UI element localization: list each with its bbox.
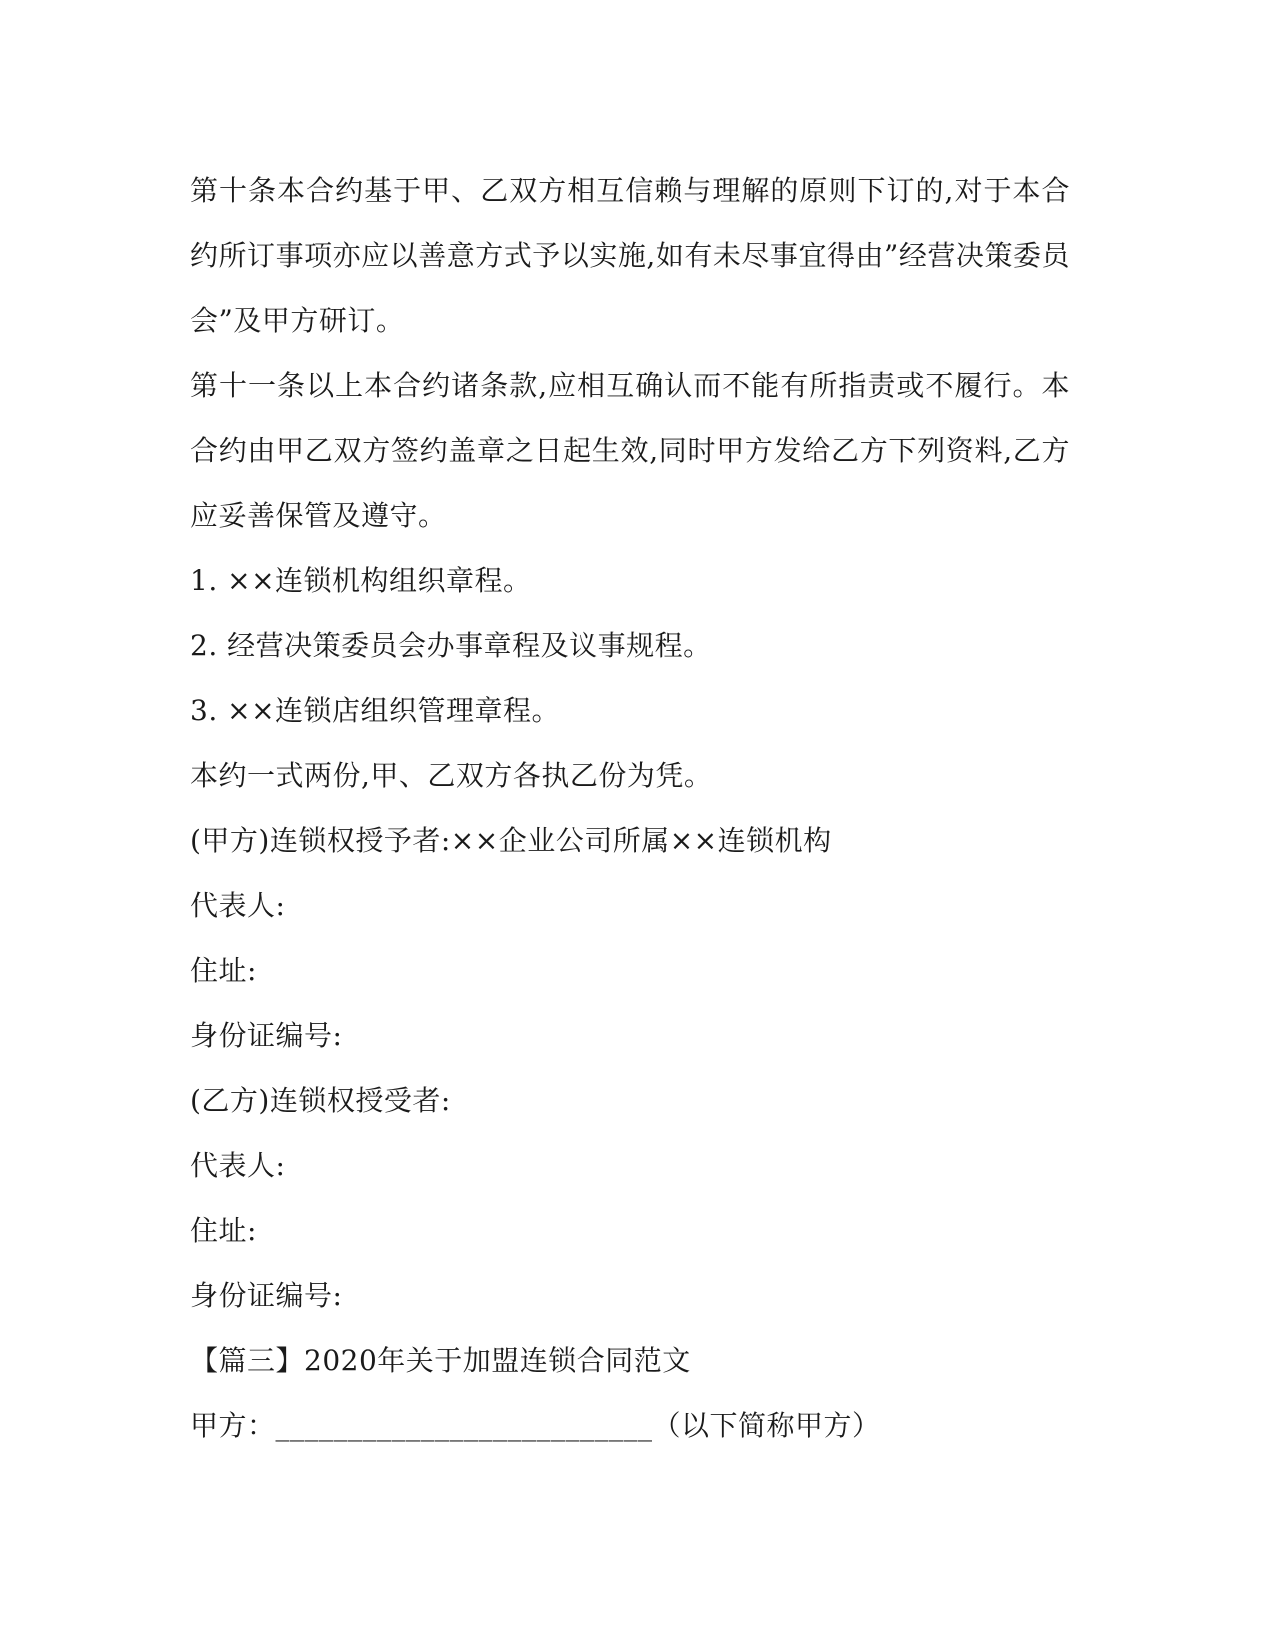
party-a-grantor: (甲方)连锁权授予者:××企业公司所属××连锁机构 [190,824,832,857]
party-b-id-number-field: 身份证编号: [190,1279,343,1312]
party-b-representative-field: 代表人: [190,1149,286,1182]
party-a-address-field: 住址: [190,954,257,987]
party-b-address-field: 住址: [190,1214,257,1247]
article-11-paragraph: 第十一条以上本合约诸条款,应相互确认而不能有所指责或不履行。本合约由甲乙双方签约盖章之日起生效,同时甲方发给乙方下列资料,乙方应妥善保管及遵守。 [190,369,1070,532]
list-item-1: 1. ××连锁机构组织章程。 [190,564,532,597]
article-10-paragraph: 第十条本合约基于甲、乙双方相互信赖与理解的原则下订的,对于本合约所订事项亦应以善意方式予以实施,如有未尽事宜得由”经营决策委员会”及甲方研订。 [190,174,1070,337]
list-item-3: 3. ××连锁店组织管理章程。 [190,694,561,727]
list-item-2: 2. 经营决策委员会办事章程及议事规程。 [190,629,712,662]
party-b-grantee: (乙方)连锁权授受者: [190,1084,451,1117]
party-a-id-number-field: 身份证编号: [190,1019,343,1052]
party-a-name-field: 甲方：__________________________（以下简称甲方） [190,1409,881,1442]
document-body [190,158,1070,1458]
party-a-representative-field: 代表人: [190,889,286,922]
section-heading: 【篇三】2020年关于加盟连锁合同范文 [190,1344,691,1377]
copies-statement: 本约一式两份,甲、乙双方各执乙份为凭。 [190,759,713,792]
